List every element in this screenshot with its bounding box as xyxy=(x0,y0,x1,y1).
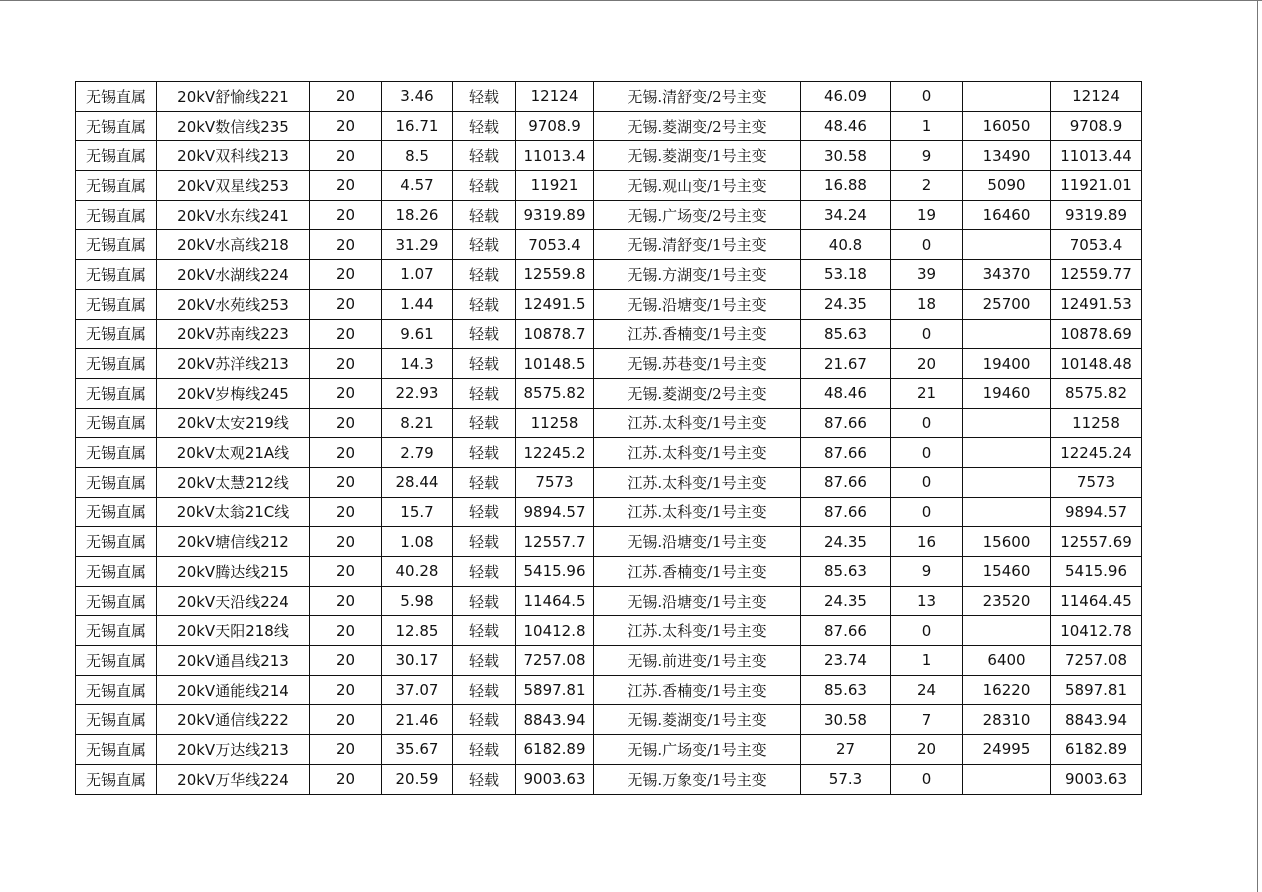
cell-total: 13490 xyxy=(963,141,1051,171)
cell-sub-load-rate: 48.46 xyxy=(801,378,891,408)
cell-voltage: 20 xyxy=(310,705,382,735)
cell-value: 10148.48 xyxy=(1051,349,1142,379)
cell-value: 8843.94 xyxy=(1051,705,1142,735)
cell-load-rate: 2.79 xyxy=(382,438,453,468)
cell-company: 无锡直属 xyxy=(76,230,157,260)
cell-line-name: 20kV舒愉线221 xyxy=(157,82,310,112)
cell-total: 6400 xyxy=(963,646,1051,676)
cell-voltage: 20 xyxy=(310,557,382,587)
table-row xyxy=(76,289,1142,319)
cell-substation: 无锡.观山变/1号主变 xyxy=(594,171,801,201)
cell-value: 8575.82 xyxy=(1051,378,1142,408)
cell-voltage: 20 xyxy=(310,82,382,112)
cell-substation: 无锡.万象变/1号主变 xyxy=(594,764,801,794)
cell-sub-load-rate: 24.35 xyxy=(801,527,891,557)
cell-sub-load-rate: 34.24 xyxy=(801,200,891,230)
cell-count: 0 xyxy=(891,230,963,260)
cell-total: 19400 xyxy=(963,349,1051,379)
table-body xyxy=(76,82,1142,795)
cell-voltage: 20 xyxy=(310,349,382,379)
cell-count: 0 xyxy=(891,467,963,497)
table-row xyxy=(76,230,1142,260)
cell-count: 1 xyxy=(891,111,963,141)
cell-load-rate: 8.21 xyxy=(382,408,453,438)
cell-substation: 江苏.太科变/1号主变 xyxy=(594,438,801,468)
cell-line-name: 20kV塘信线212 xyxy=(157,527,310,557)
cell-capacity: 7053.4 xyxy=(516,230,594,260)
cell-count: 7 xyxy=(891,705,963,735)
cell-load-rate: 21.46 xyxy=(382,705,453,735)
cell-load-rate: 30.17 xyxy=(382,646,453,676)
cell-capacity: 11258 xyxy=(516,408,594,438)
cell-voltage: 20 xyxy=(310,646,382,676)
cell-total: 16220 xyxy=(963,675,1051,705)
cell-load-status: 轻载 xyxy=(453,467,516,497)
cell-total xyxy=(963,408,1051,438)
table-row xyxy=(76,616,1142,646)
cell-sub-load-rate: 85.63 xyxy=(801,675,891,705)
cell-count: 20 xyxy=(891,349,963,379)
cell-load-rate: 1.44 xyxy=(382,289,453,319)
cell-load-rate: 37.07 xyxy=(382,675,453,705)
cell-load-status: 轻载 xyxy=(453,141,516,171)
cell-total xyxy=(963,319,1051,349)
cell-load-status: 轻载 xyxy=(453,675,516,705)
table-row xyxy=(76,111,1142,141)
cell-load-rate: 18.26 xyxy=(382,200,453,230)
cell-load-status: 轻载 xyxy=(453,319,516,349)
cell-company: 无锡直属 xyxy=(76,289,157,319)
cell-count: 0 xyxy=(891,438,963,468)
cell-company: 无锡直属 xyxy=(76,319,157,349)
cell-line-name: 20kV双星线253 xyxy=(157,171,310,201)
cell-sub-load-rate: 48.46 xyxy=(801,111,891,141)
cell-sub-load-rate: 40.8 xyxy=(801,230,891,260)
cell-load-rate: 16.71 xyxy=(382,111,453,141)
cell-sub-load-rate: 24.35 xyxy=(801,586,891,616)
cell-value: 12491.53 xyxy=(1051,289,1142,319)
cell-count: 21 xyxy=(891,378,963,408)
cell-substation: 无锡.方湖变/1号主变 xyxy=(594,260,801,290)
cell-value: 5897.81 xyxy=(1051,675,1142,705)
cell-total: 16050 xyxy=(963,111,1051,141)
cell-load-rate: 5.98 xyxy=(382,586,453,616)
cell-company: 无锡直属 xyxy=(76,111,157,141)
cell-company: 无锡直属 xyxy=(76,141,157,171)
cell-substation: 无锡.前进变/1号主变 xyxy=(594,646,801,676)
cell-capacity: 11921 xyxy=(516,171,594,201)
cell-value: 12124 xyxy=(1051,82,1142,112)
cell-load-rate: 3.46 xyxy=(382,82,453,112)
cell-load-rate: 8.5 xyxy=(382,141,453,171)
cell-total xyxy=(963,82,1051,112)
cell-total xyxy=(963,764,1051,794)
table-row xyxy=(76,378,1142,408)
cell-line-name: 20kV太安219线 xyxy=(157,408,310,438)
cell-voltage: 20 xyxy=(310,408,382,438)
cell-company: 无锡直属 xyxy=(76,527,157,557)
cell-substation: 江苏.香楠变/1号主变 xyxy=(594,319,801,349)
cell-load-status: 轻载 xyxy=(453,171,516,201)
cell-capacity: 9894.57 xyxy=(516,497,594,527)
cell-total xyxy=(963,616,1051,646)
cell-substation: 无锡.菱湖变/2号主变 xyxy=(594,111,801,141)
cell-substation: 江苏.太科变/1号主变 xyxy=(594,616,801,646)
cell-load-status: 轻载 xyxy=(453,764,516,794)
cell-sub-load-rate: 21.67 xyxy=(801,349,891,379)
cell-count: 0 xyxy=(891,82,963,112)
cell-sub-load-rate: 85.63 xyxy=(801,319,891,349)
cell-value: 10878.69 xyxy=(1051,319,1142,349)
cell-line-name: 20kV岁梅线245 xyxy=(157,378,310,408)
table-row xyxy=(76,319,1142,349)
cell-company: 无锡直属 xyxy=(76,438,157,468)
cell-total: 19460 xyxy=(963,378,1051,408)
cell-load-rate: 35.67 xyxy=(382,735,453,765)
cell-load-rate: 12.85 xyxy=(382,616,453,646)
cell-line-name: 20kV通昌线213 xyxy=(157,646,310,676)
cell-sub-load-rate: 87.66 xyxy=(801,408,891,438)
cell-line-name: 20kV天沿线224 xyxy=(157,586,310,616)
cell-voltage: 20 xyxy=(310,378,382,408)
cell-voltage: 20 xyxy=(310,230,382,260)
cell-load-status: 轻载 xyxy=(453,586,516,616)
cell-load-status: 轻载 xyxy=(453,230,516,260)
cell-value: 7573 xyxy=(1051,467,1142,497)
cell-voltage: 20 xyxy=(310,527,382,557)
cell-sub-load-rate: 24.35 xyxy=(801,289,891,319)
cell-capacity: 10878.7 xyxy=(516,319,594,349)
table-row xyxy=(76,557,1142,587)
cell-voltage: 20 xyxy=(310,438,382,468)
cell-value: 9319.89 xyxy=(1051,200,1142,230)
cell-count: 16 xyxy=(891,527,963,557)
cell-voltage: 20 xyxy=(310,616,382,646)
cell-voltage: 20 xyxy=(310,467,382,497)
cell-voltage: 20 xyxy=(310,675,382,705)
table-row xyxy=(76,764,1142,794)
cell-total: 23520 xyxy=(963,586,1051,616)
cell-company: 无锡直属 xyxy=(76,467,157,497)
data-table xyxy=(75,81,1142,795)
cell-value: 11258 xyxy=(1051,408,1142,438)
cell-load-rate: 20.59 xyxy=(382,764,453,794)
cell-count: 2 xyxy=(891,171,963,201)
cell-value: 12559.77 xyxy=(1051,260,1142,290)
cell-sub-load-rate: 87.66 xyxy=(801,438,891,468)
cell-sub-load-rate: 23.74 xyxy=(801,646,891,676)
cell-count: 18 xyxy=(891,289,963,319)
cell-line-name: 20kV水苑线253 xyxy=(157,289,310,319)
cell-load-rate: 22.93 xyxy=(382,378,453,408)
cell-capacity: 12245.2 xyxy=(516,438,594,468)
cell-load-status: 轻载 xyxy=(453,260,516,290)
cell-line-name: 20kV水高线218 xyxy=(157,230,310,260)
cell-capacity: 9708.9 xyxy=(516,111,594,141)
cell-substation: 无锡.沿塘变/1号主变 xyxy=(594,289,801,319)
page-top-border xyxy=(0,0,1262,1)
table-row xyxy=(76,705,1142,735)
cell-voltage: 20 xyxy=(310,497,382,527)
cell-count: 13 xyxy=(891,586,963,616)
cell-total: 25700 xyxy=(963,289,1051,319)
cell-capacity: 8843.94 xyxy=(516,705,594,735)
cell-voltage: 20 xyxy=(310,200,382,230)
cell-company: 无锡直属 xyxy=(76,646,157,676)
cell-sub-load-rate: 46.09 xyxy=(801,82,891,112)
table-row xyxy=(76,527,1142,557)
cell-load-status: 轻载 xyxy=(453,497,516,527)
cell-substation: 无锡.菱湖变/2号主变 xyxy=(594,378,801,408)
cell-voltage: 20 xyxy=(310,171,382,201)
cell-sub-load-rate: 87.66 xyxy=(801,467,891,497)
cell-value: 7053.4 xyxy=(1051,230,1142,260)
cell-total: 28310 xyxy=(963,705,1051,735)
cell-load-status: 轻载 xyxy=(453,557,516,587)
cell-sub-load-rate: 16.88 xyxy=(801,171,891,201)
cell-value: 11464.45 xyxy=(1051,586,1142,616)
cell-load-status: 轻载 xyxy=(453,705,516,735)
cell-line-name: 20kV万达线213 xyxy=(157,735,310,765)
cell-load-rate: 15.7 xyxy=(382,497,453,527)
table-row xyxy=(76,408,1142,438)
cell-load-status: 轻载 xyxy=(453,646,516,676)
cell-capacity: 8575.82 xyxy=(516,378,594,408)
cell-substation: 无锡.菱湖变/1号主变 xyxy=(594,141,801,171)
cell-load-rate: 9.61 xyxy=(382,319,453,349)
cell-line-name: 20kV太慧212线 xyxy=(157,467,310,497)
cell-line-name: 20kV万华线224 xyxy=(157,764,310,794)
cell-substation: 江苏.太科变/1号主变 xyxy=(594,467,801,497)
cell-capacity: 7257.08 xyxy=(516,646,594,676)
cell-load-status: 轻载 xyxy=(453,82,516,112)
cell-line-name: 20kV苏南线223 xyxy=(157,319,310,349)
cell-sub-load-rate: 87.66 xyxy=(801,497,891,527)
cell-total: 16460 xyxy=(963,200,1051,230)
cell-total: 24995 xyxy=(963,735,1051,765)
cell-total xyxy=(963,438,1051,468)
cell-company: 无锡直属 xyxy=(76,705,157,735)
cell-load-rate: 1.07 xyxy=(382,260,453,290)
cell-substation: 无锡.广场变/1号主变 xyxy=(594,735,801,765)
cell-value: 11013.44 xyxy=(1051,141,1142,171)
cell-load-rate: 14.3 xyxy=(382,349,453,379)
cell-load-status: 轻载 xyxy=(453,616,516,646)
cell-company: 无锡直属 xyxy=(76,260,157,290)
table-row xyxy=(76,82,1142,112)
cell-substation: 无锡.清舒变/2号主变 xyxy=(594,82,801,112)
cell-value: 7257.08 xyxy=(1051,646,1142,676)
cell-voltage: 20 xyxy=(310,735,382,765)
cell-value: 11921.01 xyxy=(1051,171,1142,201)
cell-capacity: 10412.8 xyxy=(516,616,594,646)
cell-value: 5415.96 xyxy=(1051,557,1142,587)
cell-count: 39 xyxy=(891,260,963,290)
cell-total: 15600 xyxy=(963,527,1051,557)
cell-company: 无锡直属 xyxy=(76,675,157,705)
cell-load-status: 轻载 xyxy=(453,527,516,557)
cell-company: 无锡直属 xyxy=(76,586,157,616)
table-row xyxy=(76,141,1142,171)
cell-capacity: 11464.5 xyxy=(516,586,594,616)
cell-sub-load-rate: 53.18 xyxy=(801,260,891,290)
cell-value: 12245.24 xyxy=(1051,438,1142,468)
table-row xyxy=(76,586,1142,616)
cell-voltage: 20 xyxy=(310,586,382,616)
cell-count: 9 xyxy=(891,141,963,171)
cell-capacity: 6182.89 xyxy=(516,735,594,765)
cell-count: 20 xyxy=(891,735,963,765)
table-row xyxy=(76,497,1142,527)
cell-capacity: 12491.5 xyxy=(516,289,594,319)
cell-line-name: 20kV数信线235 xyxy=(157,111,310,141)
table-row xyxy=(76,200,1142,230)
cell-company: 无锡直属 xyxy=(76,171,157,201)
cell-line-name: 20kV天阳218线 xyxy=(157,616,310,646)
cell-voltage: 20 xyxy=(310,319,382,349)
cell-total xyxy=(963,497,1051,527)
cell-value: 6182.89 xyxy=(1051,735,1142,765)
cell-line-name: 20kV双科线213 xyxy=(157,141,310,171)
cell-capacity: 12559.8 xyxy=(516,260,594,290)
cell-load-rate: 4.57 xyxy=(382,171,453,201)
cell-load-status: 轻载 xyxy=(453,378,516,408)
cell-company: 无锡直属 xyxy=(76,497,157,527)
cell-capacity: 12557.7 xyxy=(516,527,594,557)
cell-voltage: 20 xyxy=(310,289,382,319)
cell-total: 34370 xyxy=(963,260,1051,290)
cell-voltage: 20 xyxy=(310,141,382,171)
cell-load-rate: 28.44 xyxy=(382,467,453,497)
cell-capacity: 5415.96 xyxy=(516,557,594,587)
cell-total xyxy=(963,230,1051,260)
cell-count: 19 xyxy=(891,200,963,230)
cell-value: 9894.57 xyxy=(1051,497,1142,527)
cell-substation: 无锡.清舒变/1号主变 xyxy=(594,230,801,260)
cell-voltage: 20 xyxy=(310,260,382,290)
cell-capacity: 9003.63 xyxy=(516,764,594,794)
cell-load-status: 轻载 xyxy=(453,408,516,438)
cell-company: 无锡直属 xyxy=(76,82,157,112)
cell-total: 5090 xyxy=(963,171,1051,201)
cell-count: 0 xyxy=(891,764,963,794)
cell-substation: 江苏.太科变/1号主变 xyxy=(594,408,801,438)
cell-sub-load-rate: 87.66 xyxy=(801,616,891,646)
cell-load-status: 轻载 xyxy=(453,289,516,319)
cell-load-rate: 31.29 xyxy=(382,230,453,260)
cell-substation: 无锡.广场变/2号主变 xyxy=(594,200,801,230)
cell-substation: 无锡.菱湖变/1号主变 xyxy=(594,705,801,735)
cell-sub-load-rate: 85.63 xyxy=(801,557,891,587)
cell-voltage: 20 xyxy=(310,111,382,141)
cell-company: 无锡直属 xyxy=(76,200,157,230)
cell-company: 无锡直属 xyxy=(76,378,157,408)
table-row xyxy=(76,260,1142,290)
cell-count: 9 xyxy=(891,557,963,587)
cell-count: 24 xyxy=(891,675,963,705)
cell-load-status: 轻载 xyxy=(453,111,516,141)
cell-load-rate: 40.28 xyxy=(382,557,453,587)
cell-capacity: 5897.81 xyxy=(516,675,594,705)
cell-substation: 无锡.沿塘变/1号主变 xyxy=(594,586,801,616)
cell-load-status: 轻载 xyxy=(453,438,516,468)
cell-line-name: 20kV通能线214 xyxy=(157,675,310,705)
cell-company: 无锡直属 xyxy=(76,735,157,765)
cell-load-status: 轻载 xyxy=(453,200,516,230)
cell-value: 12557.69 xyxy=(1051,527,1142,557)
cell-capacity: 9319.89 xyxy=(516,200,594,230)
cell-line-name: 20kV腾达线215 xyxy=(157,557,310,587)
cell-company: 无锡直属 xyxy=(76,557,157,587)
table-row xyxy=(76,735,1142,765)
cell-capacity: 11013.4 xyxy=(516,141,594,171)
cell-capacity: 12124 xyxy=(516,82,594,112)
cell-sub-load-rate: 57.3 xyxy=(801,764,891,794)
page-right-border xyxy=(1257,0,1258,892)
cell-total xyxy=(963,467,1051,497)
cell-company: 无锡直属 xyxy=(76,616,157,646)
cell-line-name: 20kV太观21A线 xyxy=(157,438,310,468)
cell-capacity: 10148.5 xyxy=(516,349,594,379)
cell-count: 0 xyxy=(891,408,963,438)
table-row xyxy=(76,438,1142,468)
cell-value: 10412.78 xyxy=(1051,616,1142,646)
cell-sub-load-rate: 30.58 xyxy=(801,705,891,735)
cell-count: 1 xyxy=(891,646,963,676)
cell-substation: 无锡.沿塘变/1号主变 xyxy=(594,527,801,557)
cell-voltage: 20 xyxy=(310,764,382,794)
cell-substation: 江苏.香楠变/1号主变 xyxy=(594,675,801,705)
cell-line-name: 20kV通信线222 xyxy=(157,705,310,735)
cell-substation: 无锡.苏巷变/1号主变 xyxy=(594,349,801,379)
cell-sub-load-rate: 27 xyxy=(801,735,891,765)
cell-company: 无锡直属 xyxy=(76,764,157,794)
cell-capacity: 7573 xyxy=(516,467,594,497)
cell-load-status: 轻载 xyxy=(453,349,516,379)
cell-load-rate: 1.08 xyxy=(382,527,453,557)
cell-value: 9003.63 xyxy=(1051,764,1142,794)
cell-substation: 江苏.太科变/1号主变 xyxy=(594,497,801,527)
cell-company: 无锡直属 xyxy=(76,349,157,379)
cell-sub-load-rate: 30.58 xyxy=(801,141,891,171)
table-row xyxy=(76,171,1142,201)
cell-company: 无锡直属 xyxy=(76,408,157,438)
table-row xyxy=(76,467,1142,497)
cell-line-name: 20kV水东线241 xyxy=(157,200,310,230)
cell-line-name: 20kV苏洋线213 xyxy=(157,349,310,379)
cell-count: 0 xyxy=(891,616,963,646)
cell-substation: 江苏.香楠变/1号主变 xyxy=(594,557,801,587)
cell-line-name: 20kV太翁21C线 xyxy=(157,497,310,527)
cell-total: 15460 xyxy=(963,557,1051,587)
cell-count: 0 xyxy=(891,319,963,349)
cell-value: 9708.9 xyxy=(1051,111,1142,141)
table-row xyxy=(76,675,1142,705)
cell-line-name: 20kV水湖线224 xyxy=(157,260,310,290)
cell-count: 0 xyxy=(891,497,963,527)
table-row xyxy=(76,646,1142,676)
table-row xyxy=(76,349,1142,379)
cell-load-status: 轻载 xyxy=(453,735,516,765)
